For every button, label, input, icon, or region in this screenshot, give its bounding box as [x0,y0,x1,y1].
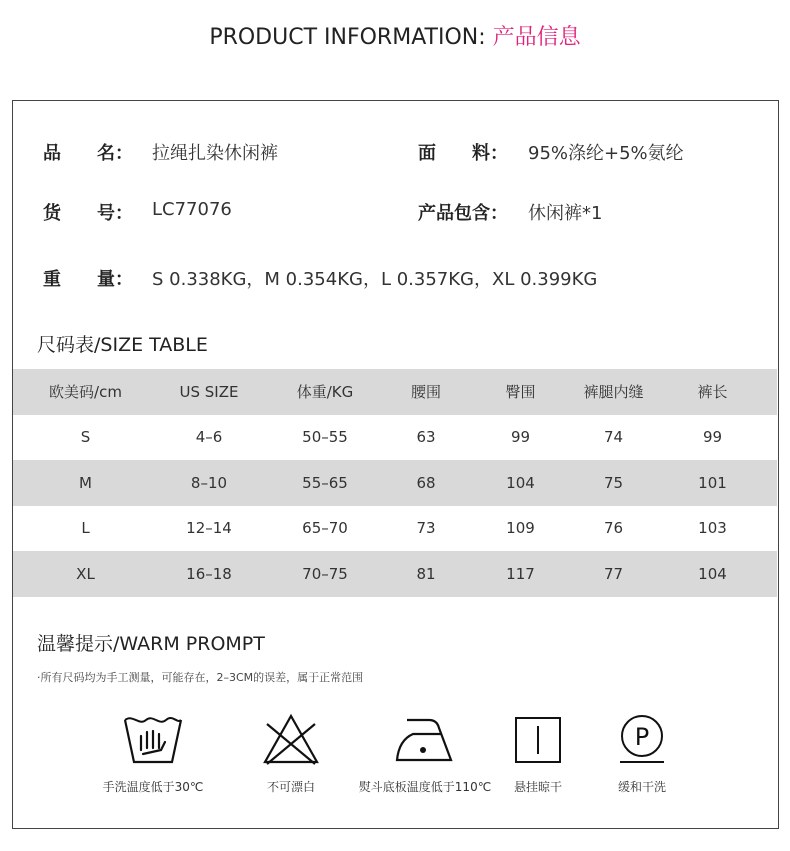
weight-value: S 0.338KG，M 0.354KG，L 0.357KG，XL 0.399KG [152,269,598,290]
contents-value: 休闲裤*1 [528,203,603,224]
table-cell: 55–65 [260,460,390,506]
table-cell: 8–10 [158,460,260,506]
table-row [13,506,777,552]
table-cell: 77 [579,551,648,597]
care-label: 手洗温度低于30℃ [102,780,204,794]
table-cell: 68 [390,460,462,506]
dry-clean-letter: P [634,723,650,751]
care-label: 不可漂白 [266,780,315,794]
title-en: PRODUCT INFORMATION: [209,25,493,50]
table-row [13,415,777,461]
table-header-cell: 欧美码/cm [13,369,158,415]
care-no-bleach [221,712,361,795]
table-cell: 74 [603,428,624,447]
table-cell: L [81,519,90,538]
table-cell: 50–55 [302,428,348,447]
care-label: 缓和干洗 [617,780,666,794]
table-cell: 117 [462,551,579,597]
table-cell: 12–14 [186,519,232,538]
sku-label: 货 号： [43,203,133,224]
table-header-cell: US SIZE [158,369,260,415]
table-header-cell: 裤腿内缝 [579,369,648,415]
care-dry-clean [572,712,712,795]
table-cell: 104 [462,460,579,506]
table-cell: 103 [698,519,727,538]
table-cell: 109 [506,519,535,538]
name-label: 品 名： [43,143,133,164]
table-cell: 75 [579,460,648,506]
table-cell: 73 [416,519,436,538]
size-table-title: 尺码表/SIZE TABLE [37,334,208,356]
table-row [13,551,777,597]
table-header-cell: 裤长 [648,369,777,415]
table-cell: 70–75 [260,551,390,597]
table-header-cell: 臀围 [462,369,579,415]
title-cn: 产品信息 [492,25,581,50]
table-header-cell: 腰围 [390,369,462,415]
table-cell: 101 [648,460,777,506]
care-label: 悬挂晾干 [513,780,562,794]
page-title [0,20,790,51]
contents-label: 产品包含： [418,203,508,224]
table-cell: 63 [416,428,436,447]
size-table [13,369,777,597]
sku-value: LC77076 [152,199,232,220]
table-cell: 99 [510,428,531,447]
table-cell: 4–6 [195,428,223,447]
fabric-label: 面 料： [418,143,508,164]
fabric-value: 95%涤纶+5%氨纶 [528,143,684,164]
care-hand-wash [83,712,223,795]
dry-clean-p-icon [610,712,674,768]
no-bleach-icon [259,712,323,768]
table-cell: 16–18 [158,551,260,597]
table-cell: M [13,460,158,506]
table-cell: 81 [390,551,462,597]
table-cell: XL [13,551,158,597]
hand-wash-icon [121,712,185,768]
warm-prompt-title: 温馨提示/WARM PROMPT [37,633,265,655]
table-cell: 76 [603,519,624,538]
table-cell: 99 [702,428,723,447]
care-label: 熨斗底板温度低于110℃ [358,780,492,794]
weight-label: 重 量： [43,269,133,290]
hang-dry-icon [506,712,570,768]
iron-low-icon [393,712,457,768]
table-header-row [13,369,777,415]
table-cell: S [80,428,91,447]
table-row [13,460,777,506]
table-cell: 65–70 [302,519,348,538]
table-header-cell: 体重/KG [260,369,390,415]
measurement-note: ·所有尺码均为手工测量，可能存在，2–3CM的误差，属于正常范围 [37,671,364,684]
table-cell: 104 [648,551,777,597]
name-value: 拉绳扎染休闲裤 [152,143,278,164]
